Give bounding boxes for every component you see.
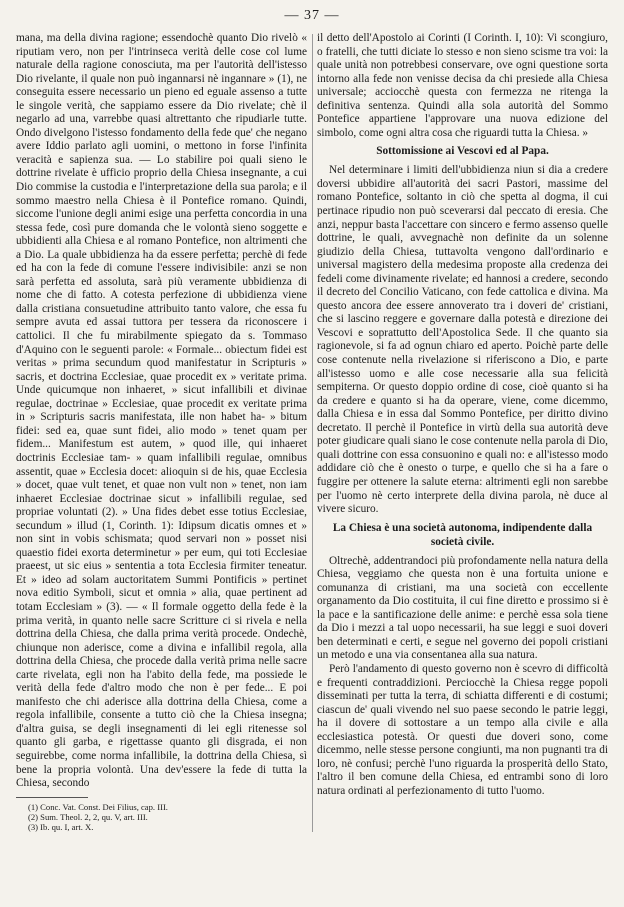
page-number: — 37 — <box>284 8 340 23</box>
footnote: (3) Ib. qu. I, art. X. <box>28 821 94 832</box>
body-paragraph: il detto dell'Apostolo ai Corinti (I Corinth. I, 10): Vi scongiuro, o fratelli, che tutti diciate lo stesso e non sieno scisme tra voi: la quale unità non potrebbesi conservare, ove ogni questione sorta intorno alla fede non venisse decisa da chi presiede alla Chiesa universale; acciocchè questa con fermezza ne ritenga la definitiva sentenza. Quindi alla sola autorità del Sommo Pontefice appartiene l'approvare una nuova edizione del simbolo, come ogni altra cosa che riguardi tutta la Chiesa. » <box>317 32 608 139</box>
right-column <box>317 32 608 832</box>
body-paragraph: Nel determinare i limiti dell'ubbidienza niun si dia a credere doversi ubbidire all'autorità dei sacri Pastori, massime del romano Pontefice, soltanto in ciò che spetta al dogma, il cui pertinace ripudio non può sceverarsi dal peccato di eresia. Che anzi, neppur basta l'accettare con sincero e fermo assenso quelle dottrine, le quali, avvegnachè non definite da un solenne giudizio della Chiesa, tuttavolta vengono dall'ordinario e universal magistero della medesima proposte alla credenza dei fedeli come divinamente rivelate; ed hannosi a credere, secondo il decreto del Concilio Vaticano, con fede cattolica e divina. Ma questo ancora dee essere annoverato tra i doveri de' cristiani, che si lascino reggere e governare dalla potestà e direzione dei Vescovi e soprattutto dell'Apostolica Sede. Il che quanto sia ragionevole, si fa ad ognun chiaro ed aperto. Poichè parte delle cose contenute nella rivelazione si riferiscono a Dio, e parte all'istesso uomo e alle cose necessarie alla sua felicità sempiterna. Or questo doppio ordine di cose, cioè quanto si ha da credere e quanto si ha da operare, viene, come dicemmo, dalla Chiesa e in essa dal Sommo Pontefice, per diritto divino decretato. Il perchè il Pontefice in virtù della sua autorità deve poter giudicare quali siano le cose contenute nella parola di Dio, quali dottrine con essa consuonino e quali no: e all'istesso modo addidare ciò che è onesto o turpe, e quello che si ha a fare o fuggire per ottenere la salute eterna: altrimenti egli non sarebbe per l'uomo nè certo interprete della divina parola, nè duce al vivere sicuro. <box>317 164 608 516</box>
body-paragraph: mana, ma della divina ragione; essendochè quanto Dio rivelò « riputiam vero, non per l'intrinseca verità delle cose col lume naturale della ragione conosciuta, ma per l'autorità dell'istesso Dio rivelante, il quale non può ingannarsi nè ingannare » (1), ne conseguita essere necessario un pieno ed eguale assenso a tutte le singole verità, che sappiamo essere da Dio rivelate; chè il negarlo ad una, varrebbe quasi altrettanto che ripudiarle tutte. Ondo divelgono l'istesso fondamento della fede que' che negano avere Iddio parlato agli uomini, o mettono in forse l'infinita veracità e sapienza sua. — Lo stabilire poi quali sieno le dottrine rivelate è ufficio proprio della Chiesa insegnante, a cui Dio commise la custodia e l'interpretazione della sua parola; e il sommo maestro nella Chiesa è il Pontefice romano. Quindi, siccome l'unione degli animi esige una perfetta concordia in una stessa fede, così pure domanda che le volontà sieno soggette e ubbidienti alla Chiesa e al romano Pontefice, non altrimenti che a Dio. La quale ubbidienza ha da essere perfetta; perchè di fede ed ha con la fede di comune l'essere indivisibile: anzi se non sarà perfetta ed assoluta, sarà più veramente ubbidienza di nome che di fatto. A cotesta perfezione di ubbidienza viene dalla cristiana consuetudine attribuito tanto valore, che essa fu sempre avuta ed assai tuttora per tessera da riconoscere i cattolici. Il che fu mirabilmente spiegato da s. Tommaso d'Aquino con le seguenti parole: « Formale... obiectum fidei est veritas » prima secundum quod manifestatur in Scripturis » sacris, et doctrina Ecclesiae, quae procedit ex » veritate prima. Unde quicumque non inhaeret, » sicut infallibili et divinae regulae, doctrinae » Ecclesiae, quae procedit ex veritate prima in » Scripturis sacris manifestata, ille non habet ha- » bitum fidei: sed ea, quae sunt fidei, alio modo » tenet quam per fidem... Manifestum est autem, » quod ille, qui inhaeret doctrinis Ecclesiae tam- » quam infallibili regulae, omnibus assentit, quae » Ecclesia docet: alioquin si de his, quae Ecclesia » docet, quae vult tenet, et quae non vult non » tenet, non iam inhaeret Ecclesiae doctrinae sicut » infallibili regulae, sed propriae voluntati (2). » Una fides debet esse totius Ecclesiae, secundum » illud (1, Corinth. 1): Idipsum dicatis omnes et » non sint in vobis schismata; quod servari non » posset nisi quaestio fidei exorta determinetur » per eum, qui toti Ecclesiae praeest, ut sic eius » sententia a tota Ecclesia firmiter teneatur. Et » ideo ad solam auctoritatem Summi Pontificis » pertinet nova editio Symboli, sicut et omnia » alia, quae pertinent ad totam Ecclesiam » (3). — « Il formale oggetto della fede è la prima verità, in quanto nelle sacre Scritture ci si rivela e nella dottrina della Chiesa, che dalla prima verità procede. Ondechè, chiunque non aderisce, come a divina e infallibil regola, alla dottrina della Chiesa, che procede dalla verità prima nelle sacre carte rivelata, egli non ha l'abito della fede, ma possiede le verità della fede d'altro modo che non è per fede... E poi manifesto che chi aderisce alla dottrina della Chiesa, come a regola infallibile, consente a tutto ciò che la Chiesa insegna; d'altra guisa, se degli insegnamenti di lei egli ritenesse sol quanto gli garba, e rigettasse quanto gli disgrada, ei non seguirebbe, come norma infallibile, la dottrina della Chiesa, sì bene la propria volontà. Una dev'essere la fede di tutta la Chiesa, secondo <box>16 32 307 790</box>
section-heading: Sottomissione ai Vescovi ed al Papa. <box>376 145 549 158</box>
footnote: (2) Sum. Theol. 2, 2, qu. V, art. III. <box>28 811 148 822</box>
footnote: (1) Conc. Vat. Const. Dei Filius, cap. III. <box>28 801 168 812</box>
body-paragraph: Oltrechè, addentrandoci più profondamente nella natura della Chiesa, veggiamo che questa non è una fortuita unione e comunanza di cristiani, ma una società con eccellente organamento da Dio costituita, il cui fine diretto e prossimo si è la pace e la santificazione delle anime: e perchè essa sola tiene da Dio i mezzi a tal uopo necessarii, ha sue leggi e suoi doveri ben determinati e certi, e segue nel governo dei popoli cristiani un metodo e una via consentanea alla sua natura. <box>317 554 608 662</box>
footnote-rule <box>16 797 88 798</box>
left-column <box>16 32 307 832</box>
body-paragraph: Però l'andamento di questo governo non è scevro di difficoltà e frequenti contraddizioni. Perciocchè la Chiesa regge popoli disseminati per tutta la terra, di schiatta differenti e di costumi; ciascun de' quali vivendo nel suo paese secondo le patrie leggi, ha il dovere di sottostare a un tempo alla civile e alla ecclesiastica potestà. Or questi due doveri sono, come dicemmo, nelle stesse persone congiunti, ma non pugnanti tra di loro, nè confusi; perchè l'uno riguarda la prosperità dello Stato, l'altro il ben comune della Chiesa, ed entrambi sono di loro natura ordinati al perfezionamento di tutto l'uomo. <box>317 662 608 797</box>
section-heading: La Chiesa è una società autonoma, indipendente dalla società civile. <box>332 521 593 548</box>
column-divider <box>312 34 313 832</box>
text-columns <box>16 32 608 832</box>
